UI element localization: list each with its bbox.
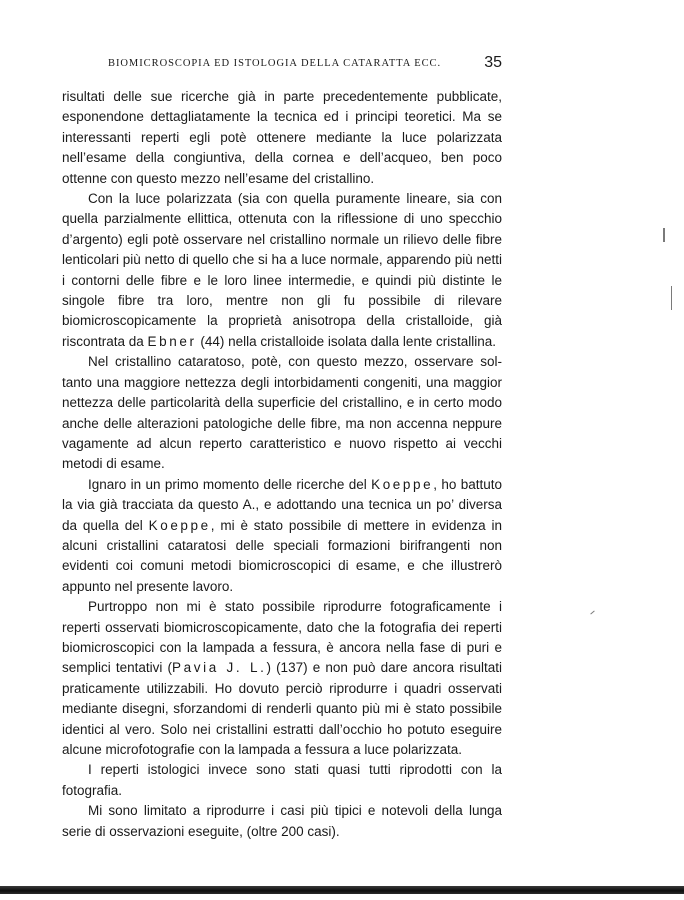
author-name-ebner: Ebner: [147, 333, 197, 349]
paragraph-5: [62, 597, 502, 760]
page-header: [62, 54, 502, 76]
author-name-koeppe-2: Koeppe: [148, 517, 211, 533]
running-title: BIOMICROSCOPIA ED ISTOLOGIA DELLA CATARATTA ECC.: [108, 58, 442, 69]
margin-speck-3: [590, 611, 594, 615]
paragraph-6: I reperti istologici invece sono stati quasi tutti riprodotti con la fotografia.: [62, 762, 502, 798]
author-name-pavia: Pavia J. L.: [172, 660, 267, 676]
paragraph-2: [62, 189, 502, 352]
paragraph-1: risultati delle sue ricerche già in parte precedentemente pubblicate, esponendone dettagliatamente la tecnica ed i principi teoretici. Ma se interessanti reperti egli potè ottenere mediante la luce polarizzata nell’esame della congiuntiva, della cornea e dell’acqueo, ben poco ottenne con questo mezzo nell’esame del cristallino.: [62, 89, 502, 186]
margin-speck-2: [671, 286, 672, 310]
paragraph-4-text-a: Ignaro in un primo momento delle ricerche del: [88, 476, 372, 492]
paragraph-2-text-b: (44) nella cristalloide isolata dalla lente cristallina.: [196, 333, 496, 349]
paragraph-5-text-b: ) (137) e non può dare ancora risultati praticamente utilizzabili. Ho dovuto perciò riprodurre i quadri osservati mediante disegni, sforzandomi di renderli quanto più mi è stato possibile identici al vero. Solo nei cristallini estratti dall’occhio ho potuto eseguire alcune microfotografie con la lampada a fessura a luce polarizzata.: [62, 660, 502, 757]
scan-bottom-edge: [0, 886, 684, 894]
author-name-koeppe-1: Koeppe: [371, 476, 434, 492]
margin-speck-1: [663, 228, 665, 242]
paragraph-3: Nel cristallino cataratoso, potè, con questo mezzo, osservare soltanto una maggiore nettezza degli intorbidamenti congeniti, una maggior nettezza delle particolarità della superficie del cristallino, e in certo modo anche delle alterazioni patologiche delle fibre, ma non accenna neppure vagamente ad alcun reperto caratteristico e nuovo rispetto ai vecchi metodi di esame.: [62, 354, 502, 472]
body-text: [62, 87, 502, 842]
paragraph-4: [62, 475, 502, 597]
paragraph-7: Mi sono limitato a riprodurre i casi più tipici e notevoli della lunga serie di osservazioni eseguite, (oltre 200 casi).: [62, 803, 502, 839]
page-number: 35: [484, 54, 502, 71]
paragraph-5-text-a: Purtroppo non mi è stato possibile riprodurre fotograficamente i reperti osservati biomicroscopicamente, dato che la fotografia dei reperti biomicroscopici con la lampada a fessura, è ancora nella fase di puri e semplici tentativi (: [62, 599, 502, 676]
paragraph-2-text-a: Con la luce polarizzata (sia con quella puramente lineare, sia con quella parzialmente ellittica, ottenuta con la riflessione di uno specchio d’argento) egli potè osservare nel cristallino normale un rilievo delle fibre lenticolari più netto di quello che si ha a luce normale, apparendo più netti i contorni delle fibre e le loro linee intermedie, e quindi più distinte le singole fibre tra loro, mentre non gli fu possibile di rilevare biomicroscopicamente la proprietà anisotropa della cristalloide, già riscontrata da: [62, 191, 502, 349]
paragraph-4-text-c: , mi è stato possibile di mettere in evidenza in alcuni cristallini cataratosi delle speciali formazioni birifrangenti non evidenti coi comuni metodi biomicroscopici di esame, e che illustrerò appunto nel presente lavoro.: [62, 517, 502, 594]
paragraph-4-text-b: , ho battuto la via già tracciata da questo A., e adottando una tecnica un po’ diversa da quella del: [62, 476, 502, 533]
